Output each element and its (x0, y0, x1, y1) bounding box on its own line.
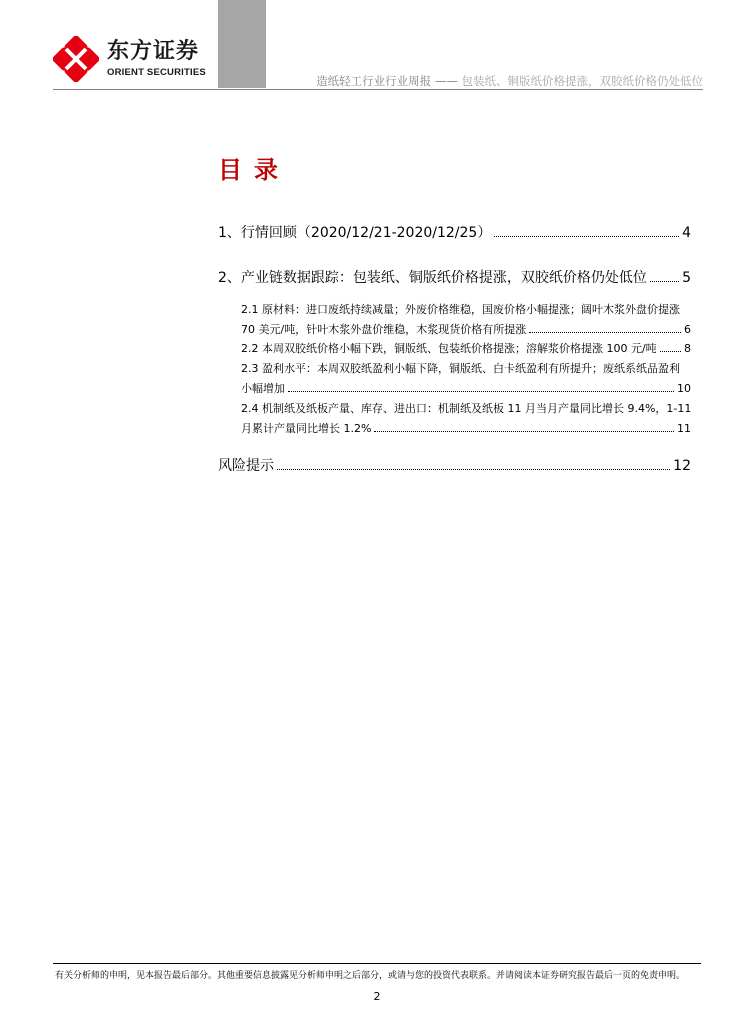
toc-subentry-label: 小幅增加 (241, 382, 285, 395)
report-header-title (316, 73, 703, 89)
toc-subentry-label: 月累计产量同比增长 1.2% (241, 422, 372, 435)
company-logo (53, 36, 206, 82)
toc-subentry-page: 10 (677, 382, 691, 395)
header-divider (53, 89, 703, 90)
dot-leader (650, 281, 679, 282)
toc-subentry-label: 2.2 本周双胶纸价格小幅下跌，铜版纸、包装纸价格提涨；溶解浆价格提涨 100 元/吨 (241, 342, 657, 355)
toc-subentry-2-3-line1[interactable]: 2.3 盈利水平：本周双胶纸盈利小幅下降，铜版纸、白卡纸盈利有所提升；废纸系纸品盈利 (241, 362, 680, 375)
dot-leader (494, 236, 679, 237)
dot-leader (660, 351, 681, 352)
dot-leader (529, 332, 681, 333)
footer-disclaimer: 有关分析师的申明，见本报告最后部分。其他重要信息披露见分析师申明之后部分，或请与您的投资代表联系。并请阅读本证券研究报告最后一页的免责申明。 (55, 971, 686, 981)
toc-subentry-2-3[interactable] (241, 380, 691, 396)
toc-entry-page: 5 (682, 270, 691, 286)
toc-subentry-page: 8 (684, 342, 691, 355)
toc-entry-industry-chain[interactable] (218, 267, 691, 287)
logo-chinese-name: 东方证券 (107, 39, 200, 64)
orient-securities-logo-icon (53, 36, 99, 82)
toc-entry-label: 1、行情回顾（2020/12/21-2020/12/25） (218, 225, 492, 241)
dot-leader (288, 391, 674, 392)
report-series: 造纸轻工行业行业周报 —— (316, 74, 458, 88)
toc-entry-page: 4 (682, 225, 691, 241)
toc-subentry-page: 11 (677, 422, 691, 435)
toc-subentry-2-1-line1[interactable]: 2.1 原材料：进口废纸持续减量；外废价格维稳，国废价格小幅提涨；阔叶木浆外盘价提涨 (241, 303, 680, 316)
toc-title: 目录 (218, 156, 290, 184)
header-accent-block (218, 0, 266, 88)
logo-english-name: ORIENT SECURITIES (107, 67, 206, 78)
footer-divider (53, 963, 701, 964)
toc-entry-page: 12 (673, 458, 691, 474)
toc-entry-label: 2、产业链数据跟踪：包装纸、铜版纸价格提涨，双胶纸价格仍处低位 (218, 270, 647, 286)
toc-entry-label: 风险提示 (218, 458, 274, 474)
toc-subentry-2-2[interactable] (241, 340, 691, 356)
dot-leader (277, 469, 670, 470)
toc-subentry-label: 70 美元/吨，针叶木浆外盘价维稳，木浆现货价格有所提涨 (241, 323, 527, 336)
page-number: 2 (373, 990, 381, 1003)
toc-entry-risk[interactable] (218, 455, 691, 475)
toc-subentry-2-4-line1[interactable]: 2.4 机制纸及纸板产量、库存、进出口：机制纸及纸板 11 月当月产量同比增长 9.4%，1-11 (241, 402, 692, 415)
toc-entry-market-review[interactable] (218, 222, 691, 242)
toc-subentry-page: 6 (684, 323, 691, 336)
toc-subentry-2-1[interactable] (241, 321, 691, 337)
dot-leader (374, 431, 674, 432)
report-subtitle: 包装纸、铜版纸价格提涨，双胶纸价格仍处低位 (457, 74, 703, 88)
toc-subentry-2-4[interactable] (241, 420, 691, 436)
